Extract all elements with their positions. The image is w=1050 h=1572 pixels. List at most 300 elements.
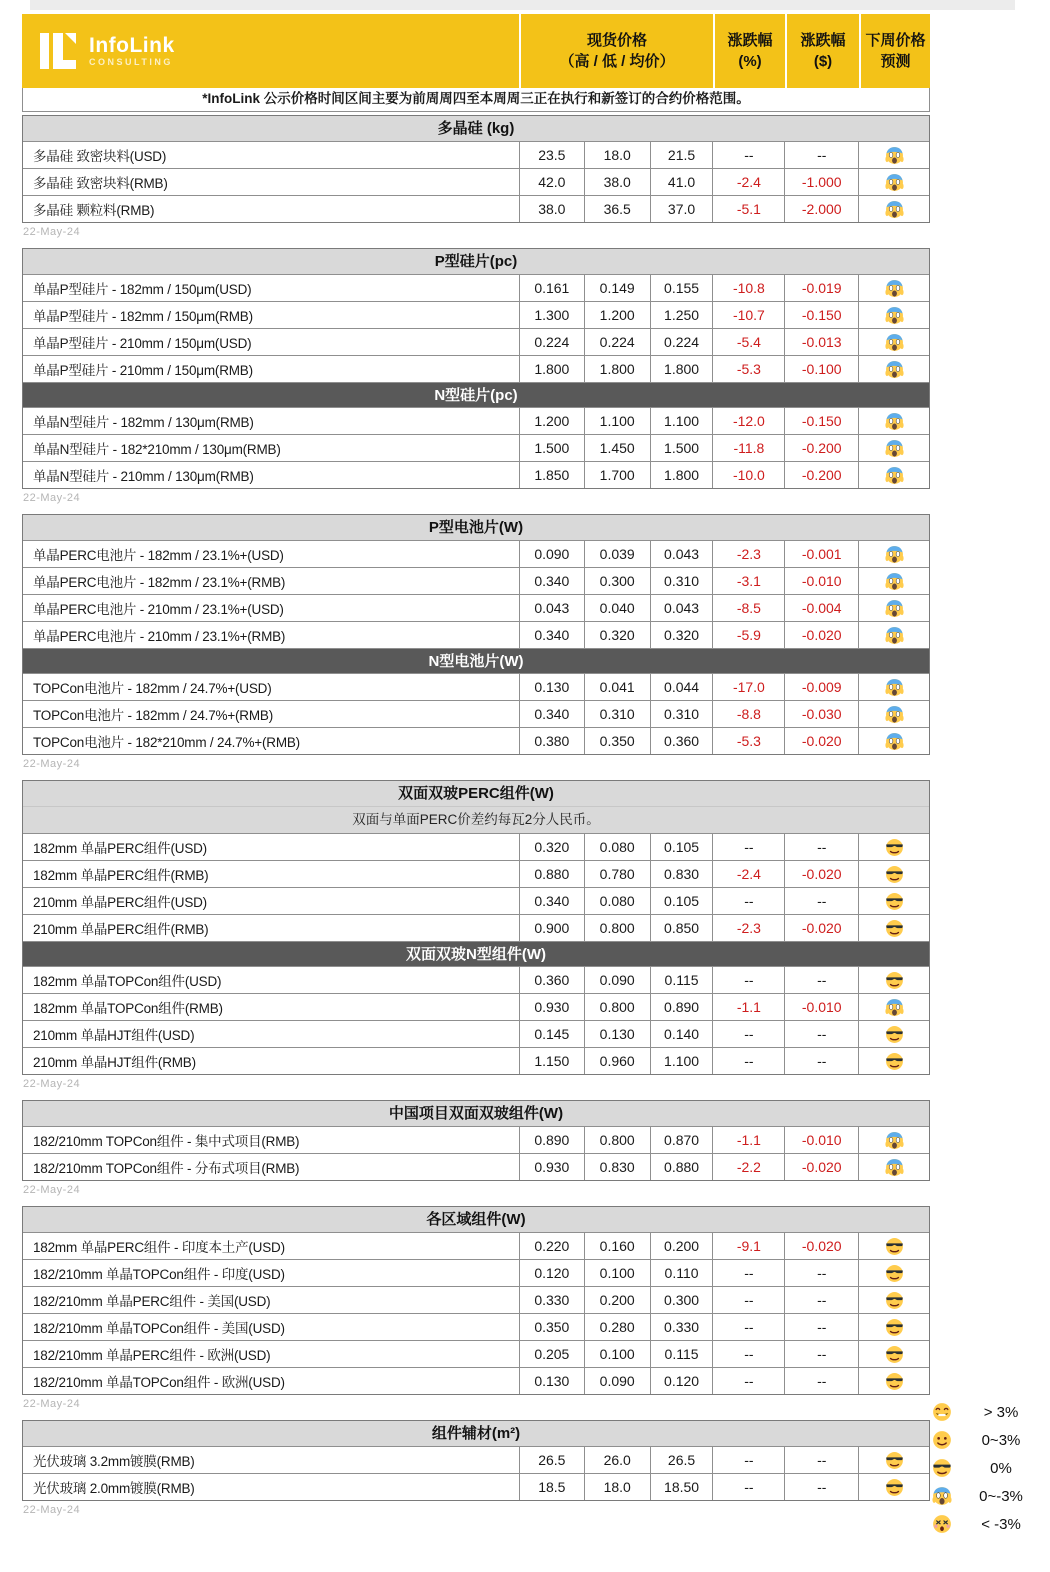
forecast-cell xyxy=(858,356,929,382)
price-low-cell: 0.200 xyxy=(584,1287,650,1313)
cool-emoji-icon xyxy=(885,1264,904,1283)
change-pct-cell: -- xyxy=(712,1048,784,1074)
sections-container xyxy=(22,115,930,1518)
product-name-cell: 单晶N型硅片 - 210mm / 130μm(RMB) xyxy=(33,469,254,484)
table-row xyxy=(23,355,929,382)
product-name-cell: 182mm 单晶PERC组件(RMB) xyxy=(33,868,209,883)
product-name-cell: 单晶PERC电池片 - 182mm / 23.1%+(RMB) xyxy=(33,575,286,590)
product-name-cell: 182/210mm 单晶PERC组件 - 美国(USD) xyxy=(33,1294,271,1309)
price-high-cell: 1.850 xyxy=(519,462,584,488)
section-block xyxy=(22,780,930,1075)
table-row xyxy=(23,1473,929,1500)
legend-icon-wrap xyxy=(930,1486,954,1506)
price-low-cell: 0.041 xyxy=(584,674,650,700)
cool-emoji-icon xyxy=(885,1237,904,1256)
price-avg-cell: 1.800 xyxy=(650,462,713,488)
price-high-cell: 0.350 xyxy=(519,1314,584,1340)
product-name-cell: 182/210mm 单晶PERC组件 - 欧洲(USD) xyxy=(33,1348,271,1363)
product-name-cell: 单晶PERC电池片 - 210mm / 23.1%+(RMB) xyxy=(33,629,286,644)
scream-emoji-icon xyxy=(885,439,904,458)
cool-emoji-icon xyxy=(885,1291,904,1310)
change-pct-cell: -1.1 xyxy=(712,1127,784,1153)
change-usd-cell: -- xyxy=(784,1048,858,1074)
change-usd-cell: -0.150 xyxy=(784,408,858,434)
price-low-cell: 0.780 xyxy=(584,861,650,887)
table-row xyxy=(23,1286,929,1313)
price-avg-cell: 0.044 xyxy=(650,674,713,700)
price-low-cell: 0.100 xyxy=(584,1341,650,1367)
legend-item xyxy=(930,1454,1048,1482)
product-name-cell: 多晶硅 颗粒料(RMB) xyxy=(33,203,155,218)
section-header: 双面双玻PERC组件(W) xyxy=(23,781,929,806)
price-low-cell: 0.320 xyxy=(584,622,650,648)
table-row xyxy=(23,141,929,168)
legend-label: 0% xyxy=(990,1459,1012,1477)
price-avg-cell: 0.300 xyxy=(650,1287,713,1313)
date-label: 22-May-24 xyxy=(23,226,81,238)
product-name-cell: 182mm 单晶TOPCon组件(RMB) xyxy=(33,1001,223,1016)
forecast-cell xyxy=(858,169,929,195)
section-header: 各区域组件(W) xyxy=(23,1207,929,1232)
product-name-cell: 光伏玻璃 2.0mm镀膜(RMB) xyxy=(33,1481,195,1496)
section-block xyxy=(22,115,930,223)
price-high-cell: 18.5 xyxy=(519,1474,584,1500)
scream-emoji-icon xyxy=(885,998,904,1017)
price-low-cell: 0.090 xyxy=(584,1368,650,1394)
price-avg-cell: 1.100 xyxy=(650,408,713,434)
date-label: 22-May-24 xyxy=(23,1504,81,1516)
forecast-cell xyxy=(858,1287,929,1313)
price-avg-cell: 0.043 xyxy=(650,595,713,621)
scream-emoji-icon xyxy=(885,1131,904,1150)
section-header: P型硅片(pc) xyxy=(23,249,929,274)
change-pct-cell: -10.7 xyxy=(712,302,784,328)
table-row xyxy=(23,594,929,621)
product-name-cell: 单晶P型硅片 - 182mm / 150μm(RMB) xyxy=(33,309,253,324)
change-pct-cell: -- xyxy=(712,1287,784,1313)
section-block xyxy=(22,1206,930,1395)
table-row xyxy=(23,195,929,222)
change-pct-cell: -3.1 xyxy=(712,568,784,594)
scream-emoji-icon xyxy=(885,466,904,485)
scream-emoji-icon xyxy=(932,1486,952,1506)
table-row xyxy=(23,727,929,754)
change-pct-cell: -10.8 xyxy=(712,275,784,301)
forecast-cell xyxy=(858,1314,929,1340)
column-header-change-usd: 涨跌幅 ($) xyxy=(785,14,859,88)
price-high-cell: 1.200 xyxy=(519,408,584,434)
price-high-cell: 0.340 xyxy=(519,568,584,594)
price-low-cell: 0.080 xyxy=(584,834,650,860)
price-low-cell: 1.200 xyxy=(584,302,650,328)
table-row xyxy=(23,860,929,887)
legend-item xyxy=(930,1510,1048,1538)
price-high-cell: 1.500 xyxy=(519,435,584,461)
table-row xyxy=(23,1020,929,1047)
forecast-cell xyxy=(858,1474,929,1500)
price-low-cell: 0.040 xyxy=(584,595,650,621)
change-pct-cell: -11.8 xyxy=(712,435,784,461)
price-low-cell: 18.0 xyxy=(584,1474,650,1500)
change-pct-cell: -- xyxy=(712,142,784,168)
change-pct-cell: -1.1 xyxy=(712,994,784,1020)
scream-emoji-icon xyxy=(885,599,904,618)
price-low-cell: 0.830 xyxy=(584,1154,650,1180)
table-row xyxy=(23,274,929,301)
change-pct-cell: -5.3 xyxy=(712,728,784,754)
change-usd-cell: -- xyxy=(784,834,858,860)
price-avg-cell: 0.105 xyxy=(650,834,713,860)
forecast-cell xyxy=(858,541,929,567)
change-pct-cell: -2.4 xyxy=(712,861,784,887)
price-avg-cell: 0.850 xyxy=(650,915,713,941)
table-row xyxy=(23,1340,929,1367)
price-high-cell: 0.090 xyxy=(519,541,584,567)
price-avg-cell: 0.870 xyxy=(650,1127,713,1153)
change-pct-cell: -2.2 xyxy=(712,1154,784,1180)
change-usd-cell: -0.010 xyxy=(784,568,858,594)
infolink-logo-icon xyxy=(36,29,80,73)
section-header: N型硅片(pc) xyxy=(23,382,929,407)
change-pct-cell: -- xyxy=(712,967,784,993)
forecast-cell xyxy=(858,728,929,754)
change-usd-cell: -1.000 xyxy=(784,169,858,195)
price-high-cell: 0.340 xyxy=(519,888,584,914)
column-header-forecast: 下周价格 预测 xyxy=(859,14,930,88)
price-low-cell: 0.800 xyxy=(584,994,650,1020)
price-avg-cell: 0.115 xyxy=(650,1341,713,1367)
price-avg-cell: 1.250 xyxy=(650,302,713,328)
price-avg-cell: 0.200 xyxy=(650,1233,713,1259)
forecast-cell xyxy=(858,861,929,887)
legend-item xyxy=(930,1398,1048,1426)
price-low-cell: 0.300 xyxy=(584,568,650,594)
price-low-cell: 0.350 xyxy=(584,728,650,754)
forecast-cell xyxy=(858,302,929,328)
product-name-cell: 182/210mm 单晶TOPCon组件 - 美国(USD) xyxy=(33,1321,285,1336)
price-low-cell: 0.130 xyxy=(584,1021,650,1047)
price-avg-cell: 0.120 xyxy=(650,1368,713,1394)
price-high-cell: 0.224 xyxy=(519,329,584,355)
section-header: N型电池片(W) xyxy=(23,648,929,673)
cool-emoji-icon xyxy=(885,838,904,857)
forecast-cell xyxy=(858,834,929,860)
product-name-cell: 182/210mm 单晶TOPCon组件 - 欧洲(USD) xyxy=(33,1375,285,1390)
cool-emoji-icon xyxy=(885,892,904,911)
page-edge-strip xyxy=(30,0,1015,10)
forecast-cell xyxy=(858,888,929,914)
price-high-cell: 0.043 xyxy=(519,595,584,621)
price-avg-cell: 1.800 xyxy=(650,356,713,382)
table-row xyxy=(23,407,929,434)
spot-price-label: 现货价格 xyxy=(586,32,647,49)
price-low-cell: 36.5 xyxy=(584,196,650,222)
table-row xyxy=(23,621,929,648)
product-name-cell: 210mm 单晶PERC组件(USD) xyxy=(33,895,207,910)
change-usd-cell: -- xyxy=(784,1021,858,1047)
forecast-cell xyxy=(858,1260,929,1286)
report-header xyxy=(22,14,930,88)
price-low-cell: 26.0 xyxy=(584,1447,650,1473)
product-name-cell: 210mm 单晶HJT组件(USD) xyxy=(33,1028,195,1043)
price-high-cell: 0.161 xyxy=(519,275,584,301)
legend-label: < -3% xyxy=(981,1515,1021,1533)
date-label: 22-May-24 xyxy=(23,1398,81,1410)
table-row xyxy=(23,301,929,328)
column-header-change-pct: 涨跌幅 (%) xyxy=(713,14,785,88)
price-avg-cell: 1.100 xyxy=(650,1048,713,1074)
change-pct-cell: -- xyxy=(712,1314,784,1340)
scream-emoji-icon xyxy=(885,1158,904,1177)
change-usd-cell: -0.020 xyxy=(784,861,858,887)
date-label: 22-May-24 xyxy=(23,492,81,504)
scream-emoji-icon xyxy=(885,333,904,352)
price-avg-cell: 0.115 xyxy=(650,967,713,993)
product-name-cell: 单晶P型硅片 - 210mm / 150μm(RMB) xyxy=(33,363,253,378)
cool-emoji-icon xyxy=(932,1458,952,1478)
section-header: 双面双玻N型组件(W) xyxy=(23,941,929,966)
smile-emoji-icon xyxy=(932,1430,952,1450)
forecast-cell xyxy=(858,674,929,700)
change-pct-cell: -2.4 xyxy=(712,169,784,195)
price-low-cell: 1.800 xyxy=(584,356,650,382)
product-name-cell: 210mm 单晶PERC组件(RMB) xyxy=(33,922,209,937)
change-pct-cell: -- xyxy=(712,1474,784,1500)
forecast-cell xyxy=(858,701,929,727)
price-high-cell: 0.340 xyxy=(519,701,584,727)
change-pct-cell: -12.0 xyxy=(712,408,784,434)
forecast-cell xyxy=(858,142,929,168)
section-block xyxy=(22,248,930,489)
price-low-cell: 0.039 xyxy=(584,541,650,567)
forecast-cell xyxy=(858,1048,929,1074)
forecast-cell xyxy=(858,1368,929,1394)
scream-emoji-icon xyxy=(885,545,904,564)
section-block xyxy=(22,514,930,755)
price-avg-cell: 0.320 xyxy=(650,622,713,648)
price-high-cell: 1.800 xyxy=(519,356,584,382)
change-usd-cell: -0.020 xyxy=(784,1233,858,1259)
table-row xyxy=(23,1446,929,1473)
price-avg-cell: 0.043 xyxy=(650,541,713,567)
change-usd-cell: -0.010 xyxy=(784,994,858,1020)
legend-label: 0~3% xyxy=(981,1431,1021,1449)
legend-icon-wrap xyxy=(930,1430,954,1450)
product-name-cell: TOPCon电池片 - 182mm / 24.7%+(USD) xyxy=(33,681,272,696)
price-avg-cell: 1.500 xyxy=(650,435,713,461)
price-low-cell: 0.080 xyxy=(584,888,650,914)
price-period-note: *InfoLink 公示价格时间区间主要为前周周四至本周周三正在执行和新签订的合约价格范围。 xyxy=(22,88,930,112)
product-name-cell: 光伏玻璃 3.2mm镀膜(RMB) xyxy=(33,1454,195,1469)
price-high-cell: 1.150 xyxy=(519,1048,584,1074)
brand-subtitle: CONSULTING xyxy=(89,56,173,67)
change-pct-cell: -- xyxy=(712,1447,784,1473)
product-name-cell: 210mm 单晶HJT组件(RMB) xyxy=(33,1055,196,1070)
change-usd-cell: -0.020 xyxy=(784,622,858,648)
change-usd-cell: -- xyxy=(784,142,858,168)
change-usd-cell: -- xyxy=(784,1447,858,1473)
product-name-cell: 182mm 单晶PERC组件 - 印度本土产(USD) xyxy=(33,1240,285,1255)
legend-label: > 3% xyxy=(983,1403,1019,1421)
forecast-cell xyxy=(858,329,929,355)
price-report-sheet xyxy=(22,14,930,1526)
price-high-cell: 0.320 xyxy=(519,834,584,860)
change-usd-cell: -- xyxy=(784,1368,858,1394)
price-avg-cell: 0.224 xyxy=(650,329,713,355)
change-pct-cell: -- xyxy=(712,1368,784,1394)
legend-icon-wrap xyxy=(930,1514,954,1534)
product-name-cell: 单晶N型硅片 - 182*210mm / 130μm(RMB) xyxy=(33,442,281,457)
change-usd-cell: -0.019 xyxy=(784,275,858,301)
change-pct-cell: -5.4 xyxy=(712,329,784,355)
forecast-cell xyxy=(858,568,929,594)
legend-label: 0~-3% xyxy=(979,1487,1023,1505)
price-avg-cell: 37.0 xyxy=(650,196,713,222)
change-usd-cell: -0.009 xyxy=(784,674,858,700)
scream-emoji-icon xyxy=(885,279,904,298)
date-label: 22-May-24 xyxy=(23,1078,81,1090)
change-pct-cell: -10.0 xyxy=(712,462,784,488)
cool-emoji-icon xyxy=(885,1052,904,1071)
scream-emoji-icon xyxy=(885,678,904,697)
product-name-cell: 多晶硅 致密块料(RMB) xyxy=(33,176,168,191)
price-high-cell: 0.880 xyxy=(519,861,584,887)
price-avg-cell: 0.140 xyxy=(650,1021,713,1047)
forecast-cell xyxy=(858,915,929,941)
table-row xyxy=(23,1259,929,1286)
price-high-cell: 0.340 xyxy=(519,622,584,648)
price-low-cell: 0.160 xyxy=(584,1233,650,1259)
price-high-cell: 0.360 xyxy=(519,967,584,993)
change-usd-cell: -0.013 xyxy=(784,329,858,355)
section-block xyxy=(22,1100,930,1181)
spot-price-sublabel: （高 / 低 / 均价） xyxy=(559,53,675,70)
forecast-cell xyxy=(858,994,929,1020)
price-high-cell: 38.0 xyxy=(519,196,584,222)
price-low-cell: 0.280 xyxy=(584,1314,650,1340)
forecast-legend xyxy=(930,1398,1048,1538)
product-name-cell: 单晶PERC电池片 - 182mm / 23.1%+(USD) xyxy=(33,548,284,563)
change-usd-cell: -- xyxy=(784,967,858,993)
forecast-cell xyxy=(858,1341,929,1367)
price-low-cell: 18.0 xyxy=(584,142,650,168)
price-high-cell: 26.5 xyxy=(519,1447,584,1473)
price-avg-cell: 0.890 xyxy=(650,994,713,1020)
table-row xyxy=(23,914,929,941)
price-avg-cell: 41.0 xyxy=(650,169,713,195)
table-row xyxy=(23,567,929,594)
price-low-cell: 0.310 xyxy=(584,701,650,727)
change-pct-cell: -- xyxy=(712,1021,784,1047)
change-pct-cell: -5.9 xyxy=(712,622,784,648)
scream-emoji-icon xyxy=(885,200,904,219)
change-pct-cell: -8.8 xyxy=(712,701,784,727)
change-usd-cell: -- xyxy=(784,1287,858,1313)
product-name-cell: 182mm 单晶TOPCon组件(USD) xyxy=(33,974,222,989)
price-low-cell: 0.800 xyxy=(584,1127,650,1153)
section-subtitle: 双面与单面PERC价差约每瓦2分人民币。 xyxy=(23,806,929,833)
forecast-cell xyxy=(858,1233,929,1259)
table-row xyxy=(23,673,929,700)
change-usd-cell: -0.030 xyxy=(784,701,858,727)
price-avg-cell: 0.310 xyxy=(650,568,713,594)
cool-emoji-icon xyxy=(885,919,904,938)
table-row xyxy=(23,461,929,488)
change-usd-cell: -0.004 xyxy=(784,595,858,621)
legend-item xyxy=(930,1482,1048,1510)
forecast-cell xyxy=(858,435,929,461)
table-row xyxy=(23,168,929,195)
table-row xyxy=(23,1367,929,1394)
table-row xyxy=(23,434,929,461)
forecast-cell xyxy=(858,1154,929,1180)
forecast-cell xyxy=(858,967,929,993)
table-row xyxy=(23,1153,929,1180)
price-low-cell: 0.149 xyxy=(584,275,650,301)
price-high-cell: 1.300 xyxy=(519,302,584,328)
price-avg-cell: 0.330 xyxy=(650,1314,713,1340)
table-row xyxy=(23,1047,929,1074)
change-usd-cell: -0.020 xyxy=(784,915,858,941)
price-high-cell: 42.0 xyxy=(519,169,584,195)
cool-emoji-icon xyxy=(885,1451,904,1470)
price-low-cell: 0.800 xyxy=(584,915,650,941)
price-high-cell: 0.930 xyxy=(519,994,584,1020)
change-usd-cell: -0.020 xyxy=(784,728,858,754)
change-usd-cell: -0.100 xyxy=(784,356,858,382)
date-label: 22-May-24 xyxy=(23,1184,81,1196)
table-row xyxy=(23,700,929,727)
grin-emoji-icon xyxy=(932,1402,952,1422)
product-name-cell: TOPCon电池片 - 182mm / 24.7%+(RMB) xyxy=(33,708,273,723)
change-pct-cell: -5.1 xyxy=(712,196,784,222)
table-row xyxy=(23,887,929,914)
cool-emoji-icon xyxy=(885,1318,904,1337)
scream-emoji-icon xyxy=(885,173,904,192)
cool-emoji-icon xyxy=(885,971,904,990)
product-name-cell: 单晶PERC电池片 - 210mm / 23.1%+(USD) xyxy=(33,602,284,617)
price-high-cell: 0.890 xyxy=(519,1127,584,1153)
cool-emoji-icon xyxy=(885,1478,904,1497)
change-pct-cell: -2.3 xyxy=(712,541,784,567)
legend-item xyxy=(930,1426,1048,1454)
change-pct-cell: -- xyxy=(712,1341,784,1367)
price-low-cell: 0.224 xyxy=(584,329,650,355)
column-header-spot-price xyxy=(519,14,713,88)
price-high-cell: 0.120 xyxy=(519,1260,584,1286)
scream-emoji-icon xyxy=(885,732,904,751)
forecast-cell xyxy=(858,1447,929,1473)
price-high-cell: 0.930 xyxy=(519,1154,584,1180)
forecast-cell xyxy=(858,196,929,222)
price-avg-cell: 0.105 xyxy=(650,888,713,914)
price-avg-cell: 21.5 xyxy=(650,142,713,168)
change-pct-cell: -8.5 xyxy=(712,595,784,621)
change-pct-cell: -- xyxy=(712,834,784,860)
table-row xyxy=(23,1313,929,1340)
scream-emoji-icon xyxy=(885,306,904,325)
change-pct-cell: -- xyxy=(712,888,784,914)
infolink-logo xyxy=(22,14,519,88)
product-name-cell: 多晶硅 致密块料(USD) xyxy=(33,149,167,164)
price-low-cell: 1.100 xyxy=(584,408,650,434)
section-block xyxy=(22,1420,930,1501)
change-pct-cell: -9.1 xyxy=(712,1233,784,1259)
table-row xyxy=(23,833,929,860)
change-pct-cell: -17.0 xyxy=(712,674,784,700)
table-row xyxy=(23,966,929,993)
price-high-cell: 0.330 xyxy=(519,1287,584,1313)
